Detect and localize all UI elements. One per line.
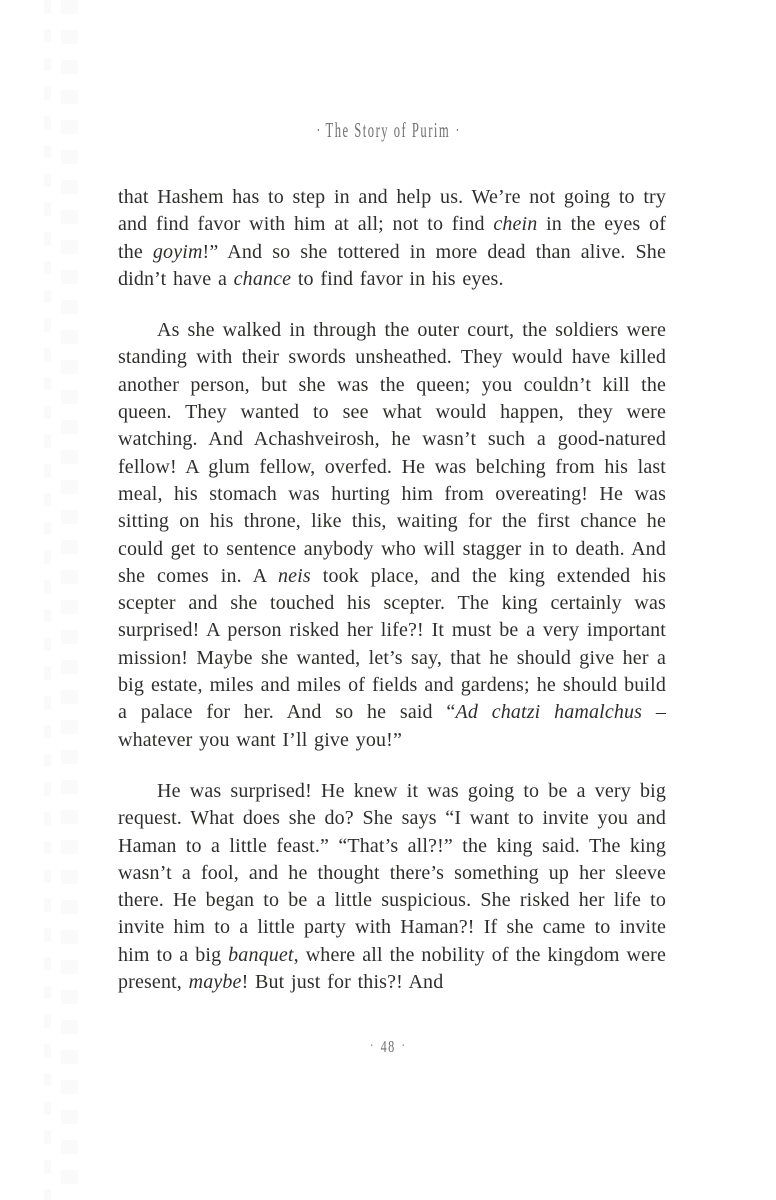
paragraph [118, 184, 666, 293]
scan-artifact-left [44, 0, 51, 1200]
italic-run: banquet [228, 943, 294, 966]
italic-run: chein [493, 213, 538, 236]
running-header [0, 117, 776, 143]
italic-run: neis [278, 564, 311, 587]
folio-line [370, 1036, 406, 1058]
paragraph [118, 778, 666, 996]
scan-artifact-left-2 [61, 0, 78, 1200]
text-run: that Hashem has to step in and help us. We’re not going to try and find favor with him at all; not to find [118, 186, 666, 236]
text-run: – whatever you want I’ll give you!” [118, 701, 666, 751]
folio-dot-right: · [401, 1039, 407, 1054]
italic-run: chance [233, 267, 292, 290]
text-run: He was surprised! He knew it was going to be a very big request. What does she do? She says “I want to invite you and Haman to a little feast.” “That’s all?!” the king said. The king wasn’t a fool, and he thought there’s something up her sleeve there. He began to be a little suspicious. She risked her life to invite him to a little party with Haman?! If she came to invite him to a big [118, 779, 666, 966]
italic-run: Ad chatzi hamalchus [455, 701, 643, 724]
page-footer [0, 1036, 776, 1058]
paragraph [118, 317, 666, 754]
text-run: !” And so she tottered in more dead than alive. She didn’t have a [118, 240, 666, 290]
text-run: , where all the nobility of the kingdom were present, [118, 943, 666, 994]
header-dot-left: · [316, 120, 321, 140]
header-dot-right: · [455, 120, 460, 140]
running-header-line [317, 117, 460, 143]
page-title: The Story of Purim [325, 118, 451, 142]
italic-run: maybe [188, 971, 242, 994]
folio-dot-left: · [369, 1039, 375, 1054]
italic-run: goyim [152, 240, 203, 263]
text-run: to find favor in his eyes. [291, 267, 504, 290]
page-number: 48 [380, 1037, 396, 1056]
text-run: in the eyes of the [118, 213, 667, 263]
text-run: ! But just for this?! And [241, 971, 444, 994]
text-run: As she walked in through the outer court, the soldiers were standing with their swords unsheathed. They would have killed another person, but she was the queen; you couldn’t kill the queen. They wanted to see what would happen, they were watching. And Achashveirosh, he wasn’t such a good-natured fellow! A glum fellow, overfed. He was belching from his last meal, his stomach was hurting him from overeating! He was sitting on his throne, like this, waiting for the first chance he could get to sentence anybody who will stagger in to death. And she comes in. A [118, 319, 666, 587]
text-run: took place, and the king extended his scepter and she touched his scepter. The king certainly was surprised! A person risked her life?! It must be a very important mission! Maybe she wanted, let’s say, that he should give her a big estate, miles and miles of fields and gardens; he should build a palace for her. And so he said “ [118, 564, 666, 724]
page-body [118, 184, 666, 1020]
